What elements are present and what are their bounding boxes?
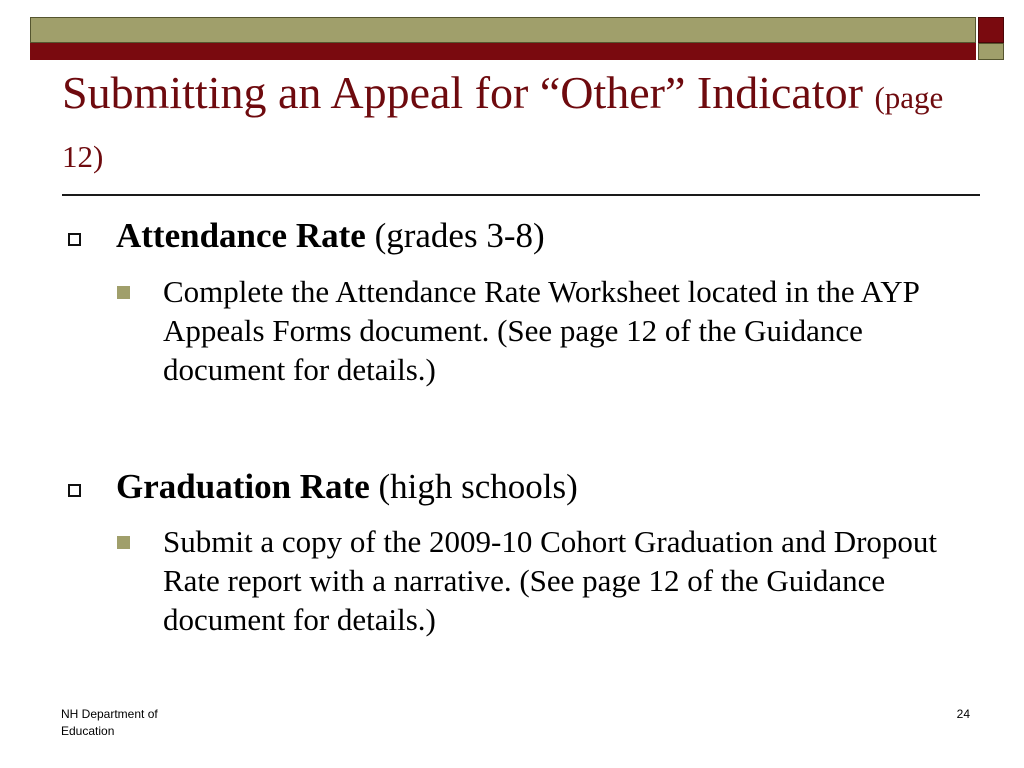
bullet-heading: Graduation Rate bbox=[116, 467, 370, 506]
bullet-qualifier: (grades 3-8) bbox=[365, 216, 545, 255]
title-main: Submitting an Appeal for “Other” Indicator bbox=[62, 67, 863, 118]
hollow-square-bullet-icon bbox=[68, 484, 81, 497]
title-divider bbox=[62, 194, 980, 196]
slide-title bbox=[62, 66, 962, 184]
header-band-olive bbox=[30, 17, 976, 43]
bullet-attendance-rate bbox=[116, 216, 976, 256]
sub-bullet-graduation: Submit a copy of the 2009-10 Cohort Graduation and Dropout Rate report with a narrative. (See page 12 of the Guidance document for details.) bbox=[163, 524, 938, 637]
sub-bullet-attendance: Complete the Attendance Rate Worksheet located in the AYP Appeals Forms document. (See page 12 of the Guidance document for details.) bbox=[163, 274, 919, 387]
filled-square-bullet-icon bbox=[117, 286, 130, 299]
footer-page-number: 24 bbox=[956, 707, 970, 721]
hollow-square-bullet-icon bbox=[68, 233, 81, 246]
title-page-ref: (page 12) bbox=[62, 80, 944, 174]
bullet-heading: Attendance Rate bbox=[116, 216, 366, 255]
header-square-olive bbox=[978, 43, 1004, 60]
footer-organization: NH Department of Education bbox=[61, 707, 158, 738]
header-square-maroon bbox=[978, 17, 1004, 43]
filled-square-bullet-icon bbox=[117, 536, 130, 549]
header-band-maroon bbox=[30, 43, 976, 60]
bullet-graduation-rate bbox=[116, 467, 976, 507]
bullet-qualifier: (high schools) bbox=[369, 467, 578, 506]
